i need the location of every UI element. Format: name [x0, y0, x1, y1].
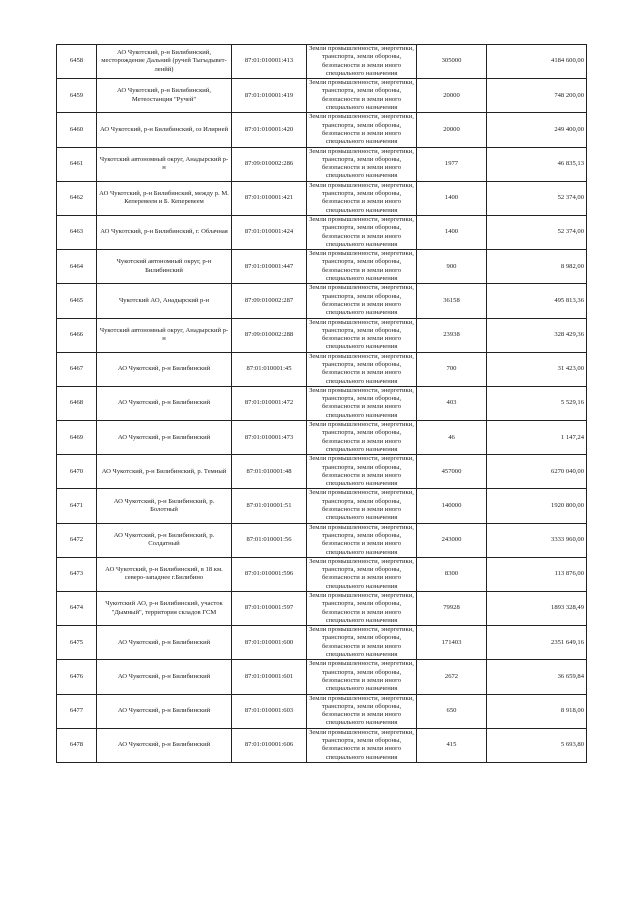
row-cadastral-cost: 36 659,84	[487, 660, 587, 694]
row-cadastral-number: 87:01:010001:603	[232, 694, 307, 728]
row-cadastral-cost: 46 835,13	[487, 147, 587, 181]
row-cadastral-cost: 5 693,80	[487, 728, 587, 762]
row-cadastral-number: 87:01:010001:447	[232, 250, 307, 284]
row-area: 457000	[417, 455, 487, 489]
row-address: АО Чукотский, р-н Билибинский, р. Темный	[97, 455, 232, 489]
row-number: 6476	[57, 660, 97, 694]
row-cadastral-cost: 748 200,00	[487, 79, 587, 113]
row-area: 79928	[417, 592, 487, 626]
table-row	[57, 250, 587, 284]
row-land-category: Земли промышленности, энергетики, транспорта, земли обороны, безопасности и земли иного специального назначения	[307, 45, 417, 79]
table-row	[57, 318, 587, 352]
row-address: АО Чукотский, р-н Билибинский, р. Болотный	[97, 489, 232, 523]
row-land-category: Земли промышленности, энергетики, транспорта, земли обороны, безопасности и земли иного специального назначения	[307, 421, 417, 455]
row-land-category: Земли промышленности, энергетики, транспорта, земли обороны, безопасности и земли иного специального назначения	[307, 523, 417, 557]
row-land-category: Земли промышленности, энергетики, транспорта, земли обороны, безопасности и земли иного специального назначения	[307, 250, 417, 284]
table-body	[57, 45, 587, 763]
table-row	[57, 489, 587, 523]
table-row	[57, 626, 587, 660]
row-area: 1977	[417, 147, 487, 181]
row-land-category: Земли промышленности, энергетики, транспорта, земли обороны, безопасности и земли иного специального назначения	[307, 318, 417, 352]
table-row	[57, 45, 587, 79]
row-number: 6477	[57, 694, 97, 728]
row-cadastral-cost: 495 813,36	[487, 284, 587, 318]
row-land-category: Земли промышленности, энергетики, транспорта, земли обороны, безопасности и земли иного специального назначения	[307, 489, 417, 523]
row-cadastral-cost: 2351 649,16	[487, 626, 587, 660]
row-cadastral-cost: 3333 960,00	[487, 523, 587, 557]
row-number: 6461	[57, 147, 97, 181]
row-area: 140000	[417, 489, 487, 523]
row-land-category: Земли промышленности, энергетики, транспорта, земли обороны, безопасности и земли иного специального назначения	[307, 147, 417, 181]
row-number: 6470	[57, 455, 97, 489]
table-row	[57, 557, 587, 591]
row-cadastral-number: 87:01:010001:420	[232, 113, 307, 147]
row-area: 8300	[417, 557, 487, 591]
row-cadastral-cost: 113 876,00	[487, 557, 587, 591]
row-cadastral-cost: 1 147,24	[487, 421, 587, 455]
table-row	[57, 181, 587, 215]
row-area: 305000	[417, 45, 487, 79]
row-land-category: Земли промышленности, энергетики, транспорта, земли обороны, безопасности и земли иного специального назначения	[307, 386, 417, 420]
row-land-category: Земли промышленности, энергетики, транспорта, земли обороны, безопасности и земли иного специального назначения	[307, 592, 417, 626]
table-row	[57, 79, 587, 113]
row-area: 20000	[417, 79, 487, 113]
table-row	[57, 386, 587, 420]
row-land-category: Земли промышленности, энергетики, транспорта, земли обороны, безопасности и земли иного специального назначения	[307, 79, 417, 113]
row-address: АО Чукотский, р-н Билибинский	[97, 421, 232, 455]
row-cadastral-cost: 52 374,00	[487, 181, 587, 215]
table-row	[57, 455, 587, 489]
row-cadastral-number: 87:01:010001:56	[232, 523, 307, 557]
row-cadastral-number: 87:09:010002:288	[232, 318, 307, 352]
row-address: АО Чукотский, р-н Билибинский, Метеостанция "Ручей"	[97, 79, 232, 113]
row-area: 1400	[417, 215, 487, 249]
row-cadastral-cost: 52 374,00	[487, 215, 587, 249]
row-cadastral-cost: 1893 328,49	[487, 592, 587, 626]
row-cadastral-number: 87:01:010001:472	[232, 386, 307, 420]
row-address: Чукотский автономный округ, р-н Билибинский	[97, 250, 232, 284]
row-number: 6474	[57, 592, 97, 626]
row-cadastral-cost: 31 423,00	[487, 352, 587, 386]
row-cadastral-cost: 8 982,00	[487, 250, 587, 284]
row-land-category: Земли промышленности, энергетики, транспорта, земли обороны, безопасности и земли иного специального назначения	[307, 181, 417, 215]
row-land-category: Земли промышленности, энергетики, транспорта, земли обороны, безопасности и земли иного специального назначения	[307, 626, 417, 660]
row-cadastral-cost: 4184 600,00	[487, 45, 587, 79]
row-land-category: Земли промышленности, энергетики, транспорта, земли обороны, безопасности и земли иного специального назначения	[307, 557, 417, 591]
row-cadastral-number: 87:01:010001:606	[232, 728, 307, 762]
row-cadastral-number: 87:09:010002:287	[232, 284, 307, 318]
table-row	[57, 421, 587, 455]
row-land-category: Земли промышленности, энергетики, транспорта, земли обороны, безопасности и земли иного специального назначения	[307, 455, 417, 489]
row-cadastral-number: 87:01:010001:421	[232, 181, 307, 215]
row-land-category: Земли промышленности, энергетики, транспорта, земли обороны, безопасности и земли иного специального назначения	[307, 284, 417, 318]
row-number: 6475	[57, 626, 97, 660]
row-cadastral-number: 87:09:010002:286	[232, 147, 307, 181]
table-row	[57, 592, 587, 626]
table-row	[57, 147, 587, 181]
table-row	[57, 284, 587, 318]
row-number: 6469	[57, 421, 97, 455]
row-address: АО Чукотский, р-н Билибинский, месторождение Дальний (ручей Тыгыдывет-ленйй)	[97, 45, 232, 79]
table-row	[57, 660, 587, 694]
row-land-category: Земли промышленности, энергетики, транспорта, земли обороны, безопасности и земли иного специального назначения	[307, 728, 417, 762]
row-address: АО Чукотский, р-н Билибинский	[97, 694, 232, 728]
row-number: 6463	[57, 215, 97, 249]
row-number: 6466	[57, 318, 97, 352]
row-number: 6467	[57, 352, 97, 386]
row-address: Чукотский АО, р-н Билибинский, участок "Дымный", территория складов ГСМ	[97, 592, 232, 626]
row-cadastral-cost: 8 918,00	[487, 694, 587, 728]
row-address: АО Чукотский, р-н Билибинский	[97, 626, 232, 660]
row-area: 243000	[417, 523, 487, 557]
row-number: 6478	[57, 728, 97, 762]
table-row	[57, 113, 587, 147]
table-row	[57, 523, 587, 557]
row-area: 650	[417, 694, 487, 728]
row-address: АО Чукотский, р-н Билибинский	[97, 660, 232, 694]
row-area: 403	[417, 386, 487, 420]
row-address: АО Чукотский, р-н Билибинский	[97, 352, 232, 386]
row-cadastral-number: 87:01:010001:473	[232, 421, 307, 455]
row-area: 171403	[417, 626, 487, 660]
row-area: 900	[417, 250, 487, 284]
row-cadastral-number: 87:01:010001:48	[232, 455, 307, 489]
row-area: 46	[417, 421, 487, 455]
row-number: 6468	[57, 386, 97, 420]
row-address: АО Чукотский, р-н Билибинский	[97, 728, 232, 762]
table-row	[57, 694, 587, 728]
row-area: 700	[417, 352, 487, 386]
row-area: 415	[417, 728, 487, 762]
row-address: Чукотский автономный округ, Анадырский р-н	[97, 147, 232, 181]
row-address: АО Чукотский, р-н Билибинский, оз Илирней	[97, 113, 232, 147]
row-land-category: Земли промышленности, энергетики, транспорта, земли обороны, безопасности и земли иного специального назначения	[307, 113, 417, 147]
row-land-category: Земли промышленности, энергетики, транспорта, земли обороны, безопасности и земли иного специального назначения	[307, 352, 417, 386]
row-number: 6458	[57, 45, 97, 79]
row-area: 20000	[417, 113, 487, 147]
row-number: 6462	[57, 181, 97, 215]
row-cadastral-number: 87:01:010001:597	[232, 592, 307, 626]
row-address: АО Чукотский, р-н Билибинский, р. Солдатный	[97, 523, 232, 557]
row-number: 6471	[57, 489, 97, 523]
row-cadastral-cost: 328 429,36	[487, 318, 587, 352]
row-area: 36158	[417, 284, 487, 318]
row-number: 6459	[57, 79, 97, 113]
row-number: 6464	[57, 250, 97, 284]
row-cadastral-number: 87:01:010001:419	[232, 79, 307, 113]
row-number: 6472	[57, 523, 97, 557]
row-area: 2672	[417, 660, 487, 694]
row-land-category: Земли промышленности, энергетики, транспорта, земли обороны, безопасности и земли иного специального назначения	[307, 660, 417, 694]
row-cadastral-number: 87:01:010001:596	[232, 557, 307, 591]
row-cadastral-number: 87:01:010001:45	[232, 352, 307, 386]
row-cadastral-cost: 6270 040,00	[487, 455, 587, 489]
row-address: АО Чукотский, р-н Билибинский, г. Облачная	[97, 215, 232, 249]
table-row	[57, 352, 587, 386]
row-cadastral-number: 87:01:010001:601	[232, 660, 307, 694]
row-cadastral-number: 87:01:010001:51	[232, 489, 307, 523]
row-area: 1400	[417, 181, 487, 215]
row-land-category: Земли промышленности, энергетики, транспорта, земли обороны, безопасности и земли иного специального назначения	[307, 694, 417, 728]
row-address: АО Чукотский, р-н Билибинский	[97, 386, 232, 420]
row-cadastral-cost: 249 400,00	[487, 113, 587, 147]
row-address: АО Чукотский, р-н Билибинский, в 18 км. северо-западнее г.Билибино	[97, 557, 232, 591]
land-plots-table	[56, 44, 587, 763]
row-cadastral-cost: 1920 800,00	[487, 489, 587, 523]
table-row	[57, 215, 587, 249]
row-address: АО Чукотский, р-н Билибинский, между р. М. Кеперевеем и Б. Кеперевеем	[97, 181, 232, 215]
row-cadastral-number: 87:01:010001:424	[232, 215, 307, 249]
row-number: 6460	[57, 113, 97, 147]
row-address: Чукотский АО, Анадырский р-н	[97, 284, 232, 318]
row-cadastral-number: 87:01:010001:413	[232, 45, 307, 79]
row-land-category: Земли промышленности, энергетики, транспорта, земли обороны, безопасности и земли иного специального назначения	[307, 215, 417, 249]
row-area: 23938	[417, 318, 487, 352]
row-cadastral-number: 87:01:010001:600	[232, 626, 307, 660]
row-number: 6473	[57, 557, 97, 591]
row-address: Чукотский автономный округ, Анадырский р-н	[97, 318, 232, 352]
table-row	[57, 728, 587, 762]
row-number: 6465	[57, 284, 97, 318]
row-cadastral-cost: 5 529,16	[487, 386, 587, 420]
